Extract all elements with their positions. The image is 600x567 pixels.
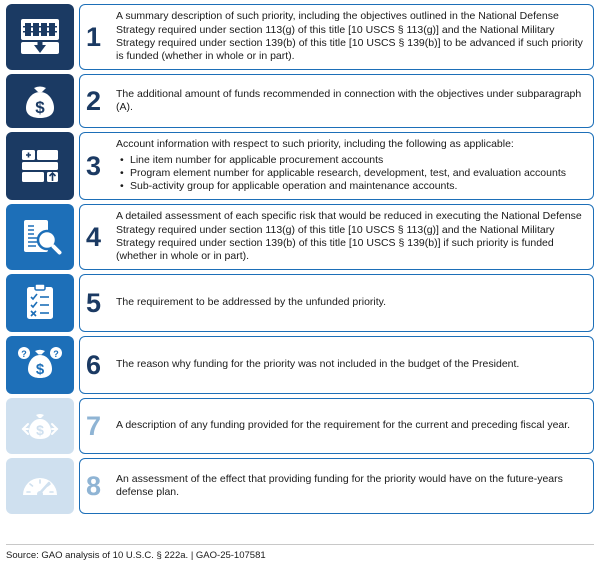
- item-body: [79, 74, 594, 128]
- ballot-box-icon: [6, 4, 74, 70]
- list-item: [6, 4, 594, 70]
- item-number: 8: [86, 470, 102, 501]
- item-number: 3: [86, 150, 102, 181]
- list-item: [6, 458, 594, 514]
- item-text: The reason why funding for the priority was not included in the budget of the President.: [116, 358, 520, 371]
- svg-text:$: $: [35, 361, 45, 378]
- item-number: 5: [86, 287, 102, 318]
- list-item: [6, 132, 594, 200]
- money-bag-arrows-icon: [6, 398, 74, 454]
- item-body: [79, 398, 594, 454]
- bullet-item: • Line item number for applicable procurement accounts: [130, 154, 566, 167]
- item-body: [79, 274, 594, 332]
- item-bullets: [116, 154, 566, 194]
- item-text: Account information with respect to such priority, including the following as applicable:: [116, 138, 514, 151]
- gauge-icon: [6, 458, 74, 514]
- source-note: Source: GAO analysis of 10 U.S.C. § 222a. | GAO-25-107581: [6, 550, 266, 561]
- bullet-item: • Sub-activity group for applicable operation and maintenance accounts.: [130, 180, 566, 193]
- item-number: 2: [86, 85, 102, 116]
- svg-text:?: ?: [21, 349, 27, 359]
- list-item: [6, 274, 594, 332]
- item-number: 1: [86, 21, 102, 52]
- item-number: 6: [86, 349, 102, 380]
- item-body: [79, 336, 594, 394]
- document-magnifier-icon: [6, 204, 74, 270]
- item-text: A description of any funding provided for the requirement for the current and preceding fiscal year.: [116, 419, 571, 432]
- svg-text:$: $: [36, 422, 44, 438]
- item-body: [79, 132, 594, 200]
- item-body: [79, 458, 594, 514]
- item-text: The additional amount of funds recommended in connection with the objectives under subparagraph (A).: [116, 87, 582, 113]
- item-text: The requirement to be addressed by the unfunded priority.: [116, 296, 387, 309]
- money-bag-icon: [6, 74, 74, 128]
- list-item: [6, 204, 594, 270]
- footer-divider: [6, 544, 594, 545]
- item-text: A summary description of such priority, including the objectives outlined in the National Defense Strategy required under section 113(g) of this title [10 USCS § 113(g)] and the National Military Strategy required under section 139(b) of this title [10 USCS § 139(b)] to be advanced if such priority is funded (whether in whole or in part).: [116, 10, 583, 63]
- item-body: [79, 4, 594, 70]
- list-item: [6, 336, 594, 394]
- list-item: [6, 74, 594, 128]
- item-text: A detailed assessment of each specific risk that would be reduced in executing the National Defense Strategy required under section 113(g) of this title [10 USCS § 113(g)] and the National Military Strategy required under section 139(b) of this title [10 USCS § 139(b)] if such priority is funded (whether in whole or in part).: [116, 210, 582, 263]
- checklist-clipboard-icon: [6, 274, 74, 332]
- account-ledger-icon: [6, 132, 74, 200]
- item-body: [79, 204, 594, 270]
- item-text-block: [116, 138, 566, 194]
- svg-text:$: $: [35, 98, 45, 117]
- item-text: An assessment of the effect that providing funding for the priority would have on the future-years defense plan.: [116, 472, 563, 498]
- money-bag-question-icon: [6, 336, 74, 394]
- item-number: 4: [86, 221, 102, 252]
- list-item: [6, 398, 594, 454]
- svg-text:?: ?: [53, 349, 59, 359]
- bullet-item: • Program element number for applicable research, development, test, and evaluation accounts: [130, 167, 566, 180]
- item-number: 7: [86, 410, 102, 441]
